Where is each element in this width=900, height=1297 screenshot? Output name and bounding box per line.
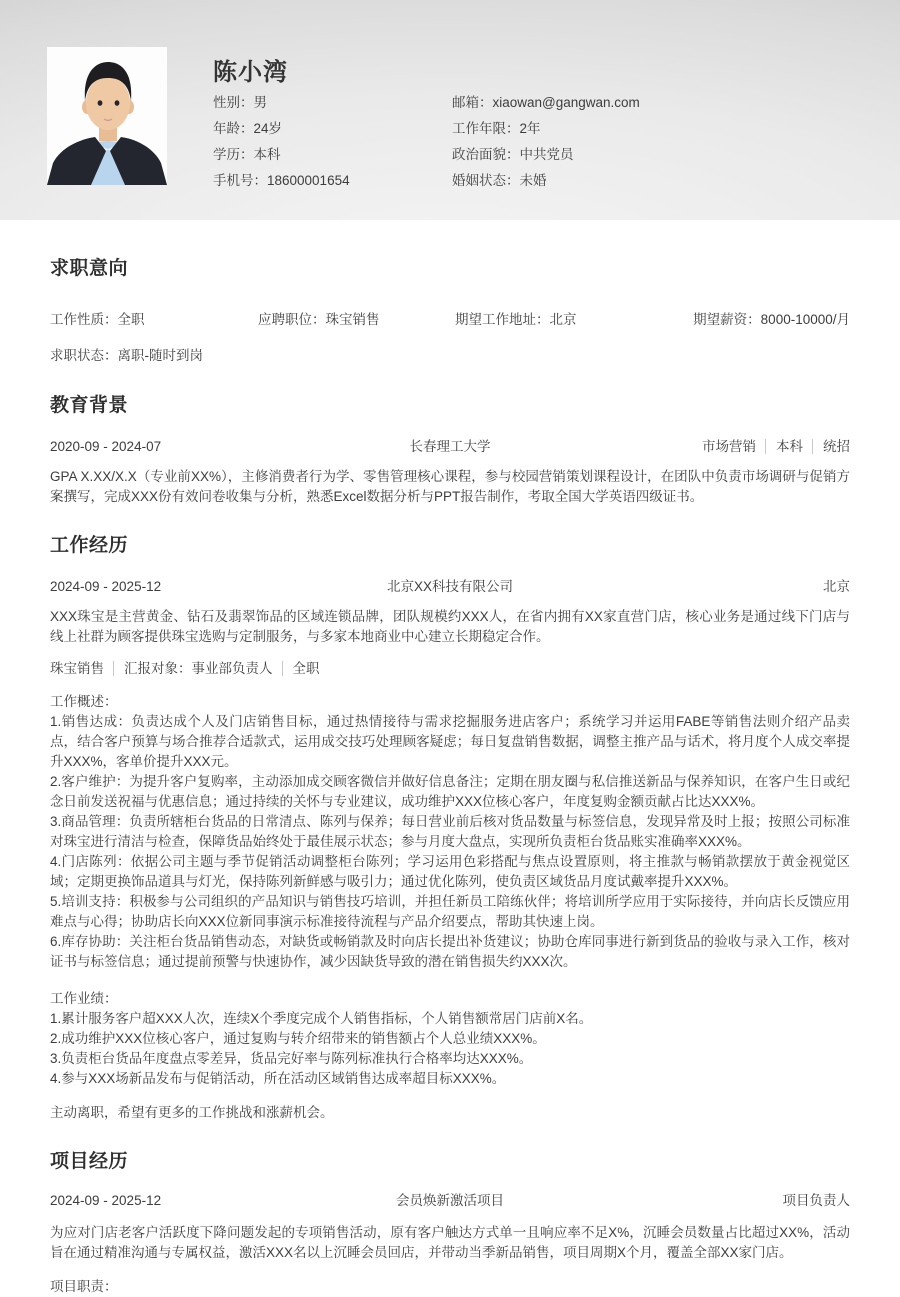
education-tags <box>620 437 850 456</box>
field-target-location: 期望工作地址：北京 <box>455 312 577 327</box>
text-line: 3.商品管理：负责所辖柜台货品的日常清点、陈列与保养；每日营业前后核对货品数量与标签信息，发现异常及时上报；按照公司标准对珠宝进行清洁与检查，保障货品始终处于最佳展示状态；参与月度大盘点，实现所负责柜台货品账实准确率XXX%。 <box>50 814 850 849</box>
project-name: 会员焕新激活项目 <box>396 1193 504 1208</box>
work-employment-type: 全职 <box>282 661 320 676</box>
section-title-job-intention: 求职意向 <box>50 258 129 279</box>
work-report-to: 汇报对象：事业部负责人 <box>113 661 273 676</box>
field-value: 18600001654 <box>267 173 350 188</box>
company-intro: XXX珠宝是主营黄金、钻石及翡翠饰品的区域连锁品牌，团队规模约XXX人，在省内拥有XX家直营门店，核心业务是通过线下门店与线上社群为顾客提供珠宝选购与定制服务，与多家本地商业中心建立长期稳定合作。 <box>50 609 850 644</box>
field-value: 未婚 <box>519 173 547 188</box>
education-period: 2020-09 - 2024-07 <box>50 439 162 454</box>
work-location: 北京 <box>823 579 850 594</box>
field-work-years <box>452 116 858 142</box>
field-job-status: 求职状态：离职-随时到岗 <box>50 348 203 363</box>
project-duty-title: 项目职责： <box>50 1279 118 1294</box>
education-school: 长春理工大学 <box>409 439 491 454</box>
field-label: 性别： <box>213 95 254 110</box>
field-value: 本科 <box>253 147 281 162</box>
field-email <box>452 90 858 116</box>
profile-photo <box>47 47 167 185</box>
text-line: 6.库存协助：关注柜台货品销售动态，对缺货或畅销款及时向店长提出补货建议；协助仓库同事进行新到货品的验收与录入工作，核对证书与标签信息；通过提前预警与快速协作，减少因缺货导致的潜在销售损失约XXX次。 <box>50 934 850 969</box>
field-phone <box>213 168 452 194</box>
education-degree: 本科 <box>765 439 803 454</box>
field-expected-salary: 期望薪资：8000-10000/月 <box>693 312 850 327</box>
profile-photo-illustration <box>47 47 167 185</box>
project-role: 项目负责人 <box>782 1193 850 1208</box>
section-title-education: 教育背景 <box>50 395 129 416</box>
leave-reason: 主动离职，希望有更多的工作挑战和涨薪机会。 <box>50 1105 334 1120</box>
field-value: 男 <box>253 95 267 110</box>
text-line: 5.培训支持：积极参与公司组织的产品知识与销售技巧培训，并担任新员工陪练伙伴；将培训所学应用于实际接待，并向店长反馈应用难点与心得；协助店长向XXX位新同事演示标准接待流程与产品介绍要点，帮助其快速上岗。 <box>50 894 850 929</box>
education-major: 市场营销 <box>702 439 756 454</box>
field-target-position: 应聘职位：珠宝销售 <box>258 312 380 327</box>
work-company: 北京XX科技有限公司 <box>386 579 513 594</box>
field-marital-status <box>452 168 858 194</box>
job-intention-row <box>50 310 850 329</box>
work-position: 珠宝销售 <box>50 661 104 676</box>
work-meta-row <box>50 659 850 678</box>
field-label: 年龄： <box>213 121 254 136</box>
field-value: xiaowan@gangwan.com <box>492 95 640 110</box>
work-row <box>50 577 850 596</box>
project-row <box>50 1191 850 1210</box>
field-value: 中共党员 <box>519 147 574 162</box>
field-job-type: 工作性质：全职 <box>50 312 145 327</box>
header-info-grid <box>213 90 858 194</box>
field-label: 婚姻状态： <box>452 173 520 188</box>
field-label: 工作年限： <box>452 121 520 136</box>
field-value: 2年 <box>519 121 541 136</box>
work-overview-title: 工作概述： <box>50 694 118 709</box>
field-label: 学历： <box>213 147 254 162</box>
education-description: GPA X.XX/X.X（专业前XX%），主修消费者行为学、零售管理核心课程，参与校园营销策划课程设计，在团队中负责市场调研与促销方案撰写，完成XXX份有效问卷收集与分析，熟悉Excel数据分析与PPT报告制作，考取全国大学英语四级证书。 <box>50 469 850 504</box>
field-label: 邮箱： <box>452 95 493 110</box>
work-overview-list <box>50 712 850 972</box>
education-enrollment-type: 统招 <box>812 439 850 454</box>
work-period: 2024-09 - 2025-12 <box>50 579 162 594</box>
candidate-name: 陈小湾 <box>213 59 288 86</box>
text-line: 1.累计服务客户超XXX人次，连续X个季度完成个人销售指标，个人销售额常居门店前X名。 <box>50 1011 593 1026</box>
field-label: 手机号： <box>213 173 267 188</box>
field-label: 政治面貌： <box>452 147 520 162</box>
resume-body <box>0 258 900 1297</box>
text-line: 4.门店陈列：依据公司主题与季节促销活动调整柜台陈列；学习运用色彩搭配与焦点设置原则，将主推款与畅销款摆放于黄金视觉区域；定期更换饰品道具与灯光，保持陈列新鲜感与吸引力；通过优化陈列，使负责区域货品月度试戴率提升XXX%。 <box>50 854 850 889</box>
text-line: 2.成功维护XXX位核心客户，通过复购与转介绍带来的销售额占个人总业绩XXX%。 <box>50 1031 546 1046</box>
field-gender <box>213 90 452 116</box>
project-period: 2024-09 - 2025-12 <box>50 1193 162 1208</box>
text-line: 3.负责柜台货品年度盘点零差异，货品完好率与陈列标准执行合格率均达XXX%。 <box>50 1051 533 1066</box>
work-achievement-list <box>50 1009 850 1089</box>
text-line: 4.参与XXX场新品发布与促销活动，所在活动区域销售达成率超目标XXX%。 <box>50 1071 506 1086</box>
field-degree <box>213 142 452 168</box>
section-title-work-experience: 工作经历 <box>50 535 129 556</box>
field-political-status <box>452 142 858 168</box>
field-value: 24岁 <box>253 121 283 136</box>
education-row <box>50 437 850 456</box>
text-line: 2.客户维护：为提升客户复购率，主动添加成交顾客微信并做好信息备注；定期在朋友圈与私信推送新品与保养知识，在客户生日或纪念日前发送祝福与优惠信息；通过持续的关怀与专业建议，成功维护XXX位核心客户，年度复购金额贡献占比达XXX%。 <box>50 774 850 809</box>
resume-header <box>0 0 900 220</box>
section-title-project-experience: 项目经历 <box>50 1151 129 1172</box>
work-achievement-title: 工作业绩： <box>50 991 118 1006</box>
text-line: 1.销售达成：负责达成个人及门店销售目标，通过热情接待与需求挖掘服务进店客户；系统学习并运用FABE等销售法则介绍产品卖点，结合客户预算与场合推荐合适款式，运用成交技巧处理顾客疑虑；每日复盘销售数据，调整主推产品与话术，将月度个人成交率提升XXX%，客单价提升XXX元。 <box>50 714 850 769</box>
project-description: 为应对门店老客户活跃度下降问题发起的专项销售活动，原有客户触达方式单一且响应率不足X%，沉睡会员数量占比超过XX%，活动旨在通过精准沟通与专属权益，激活XXX名以上沉睡会员回店，并带动当季新品销售，项目周期X个月，覆盖全部XX家门店。 <box>50 1225 850 1260</box>
field-age <box>213 116 452 142</box>
